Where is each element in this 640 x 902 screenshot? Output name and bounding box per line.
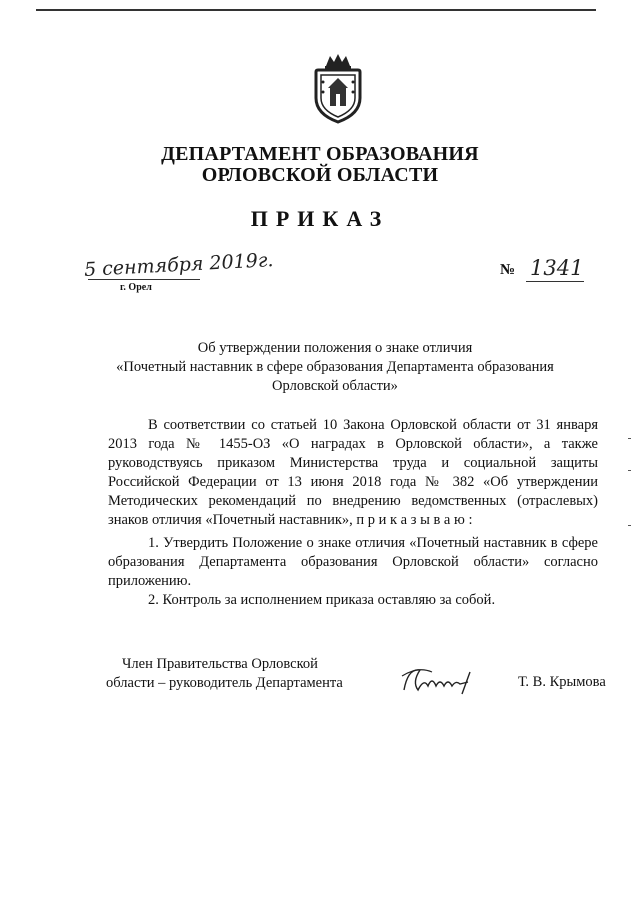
department-name-line1: ДЕПАРТАМЕНТ ОБРАЗОВАНИЯ: [161, 143, 479, 165]
handwritten-number: 1341: [530, 256, 584, 280]
margin-mark: [628, 525, 631, 526]
handwritten-signature: [398, 660, 498, 700]
number-underline: [526, 281, 584, 282]
city-label: г. Орел: [120, 282, 152, 293]
margin-mark: [628, 470, 631, 471]
margin-mark: [628, 438, 631, 439]
department-name-line2: ОРЛОВСКОЙ ОБЛАСТИ: [201, 164, 439, 186]
signatory-position: [106, 655, 343, 693]
signatory-name: Т. В. Крымова: [518, 674, 606, 690]
subject-line3: Орловской области»: [272, 378, 398, 394]
coat-of-arms-icon: [308, 52, 368, 126]
item-2-text: 2. Контроль за исполнением приказа оставляю за собой.: [148, 592, 496, 608]
number-label: №: [500, 262, 516, 278]
position-line2: области – руководитель Департамента: [106, 675, 343, 691]
top-border-line: [36, 9, 596, 11]
subject-line2: «Почетный наставник в сфере образования Департамента образования: [116, 359, 554, 375]
handwritten-date: 5 сентября 2019г.: [83, 249, 274, 281]
date-underline: [88, 279, 200, 280]
preamble-paragraph: [108, 416, 598, 530]
position-line1: Член Правительства Орловской: [122, 656, 318, 672]
preamble-text: В соответствии со статьей 10 Закона Орловской области от 31 января 2013 года № 1455-ОЗ «О наградах в Орловской области», а также руководствуясь приказом Министерства труда и социальной защиты Российской Федерации от 13 июня 2018 года № 382 «Об утверждении Методических рекомендаций по внедрению ведомственных (отраслевых) знаков отличия «Почетный наставник», п р и к а з ы в а ю :: [108, 417, 598, 528]
order-item-1: [108, 534, 598, 591]
order-subject: [100, 339, 570, 396]
document-type-title: ПРИКАЗ: [250, 206, 390, 231]
item-1-text: 1. Утвердить Положение о знаке отличия «Почетный наставник в сфере образования Департамента образования Орловской области» согласно приложению.: [108, 535, 598, 589]
subject-line1: Об утверждении положения о знаке отличия: [197, 340, 473, 356]
order-item-2: [108, 591, 598, 610]
